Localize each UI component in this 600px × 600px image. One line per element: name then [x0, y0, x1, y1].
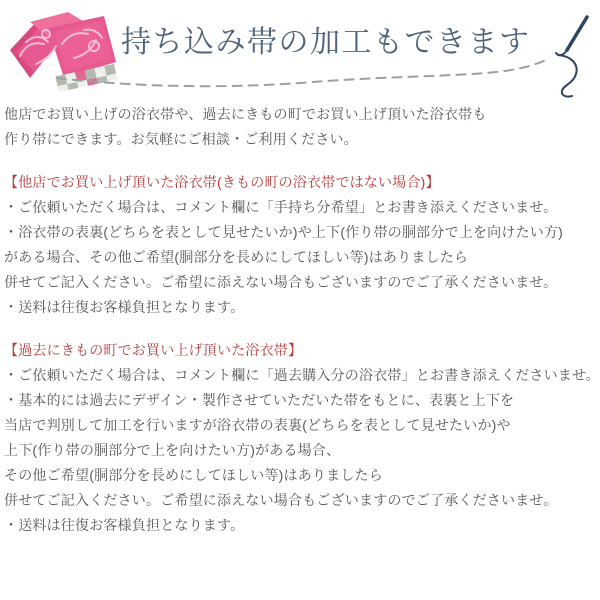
- intro-paragraph: [4, 102, 596, 152]
- section-line: ・送料は往復お客様負担となります。: [4, 517, 245, 533]
- section-line: 併せてご記入ください。ご希望に添えない場合もございますのでご了承くださいませ。: [4, 492, 558, 508]
- intro-line: 作り帯にできます。お気軽にご相談・ご利用ください。: [4, 131, 358, 147]
- crochet-hook-icon: [551, 14, 593, 98]
- section-heading: 【過去にきもの町でお買い上げ頂いた浴衣帯】: [4, 342, 303, 358]
- section-line: その他ご希望(胴部分を長めにしてほしい等)はありましたら: [4, 467, 383, 483]
- header-banner: [0, 0, 600, 100]
- section-line: ・ご依頼いただく場合は、コメント欄に「過去購入分の浴衣帯」とお書き添えくださいませ。: [4, 367, 600, 383]
- section-line: 併せてご記入ください。ご希望に添えない場合もございますのでご了承くださいませ。: [4, 274, 558, 290]
- page-title: 持ち込み帯の加工もできます: [121, 26, 531, 59]
- section-line: 上下(作り帯の胴部分で上を向けたい方)がある場合、: [4, 442, 341, 458]
- content: [0, 100, 600, 538]
- section-line: ・浴衣帯の表裏(どちらを表として見せたいか)や上下(作り帯の胴部分で上を向けたい方): [4, 224, 564, 240]
- dashed-wave-divider-icon: [55, 60, 555, 92]
- section-line: ・ご依頼いただく場合は、コメント欄に「手持ち分希望」とお書き添えくださいませ。: [4, 199, 558, 215]
- section-line: がある場合、その他ご希望(胴部分を長めにしてほしい等)はありましたら: [4, 249, 469, 265]
- section-other-store-obi: [4, 170, 596, 320]
- section-heading: 【他店でお買い上げ頂いた浴衣帯(きもの町の浴衣帯ではない場合)】: [4, 174, 440, 190]
- section-line: 当店で判別して加工を行いますが浴衣帯の表裏(どちらを表として見せたいか)や: [4, 417, 511, 433]
- section-line: ・基本的には過去にデザイン・製作させていただいた帯をもとに、表裏と上下を: [4, 392, 515, 408]
- intro-line: 他店でお買い上げの浴衣帯や、過去にきもの町でお買い上げ頂いた浴衣帯も: [4, 106, 487, 122]
- section-line: ・送料は往復お客様負担となります。: [4, 299, 245, 315]
- section-past-purchase-obi: [4, 338, 600, 538]
